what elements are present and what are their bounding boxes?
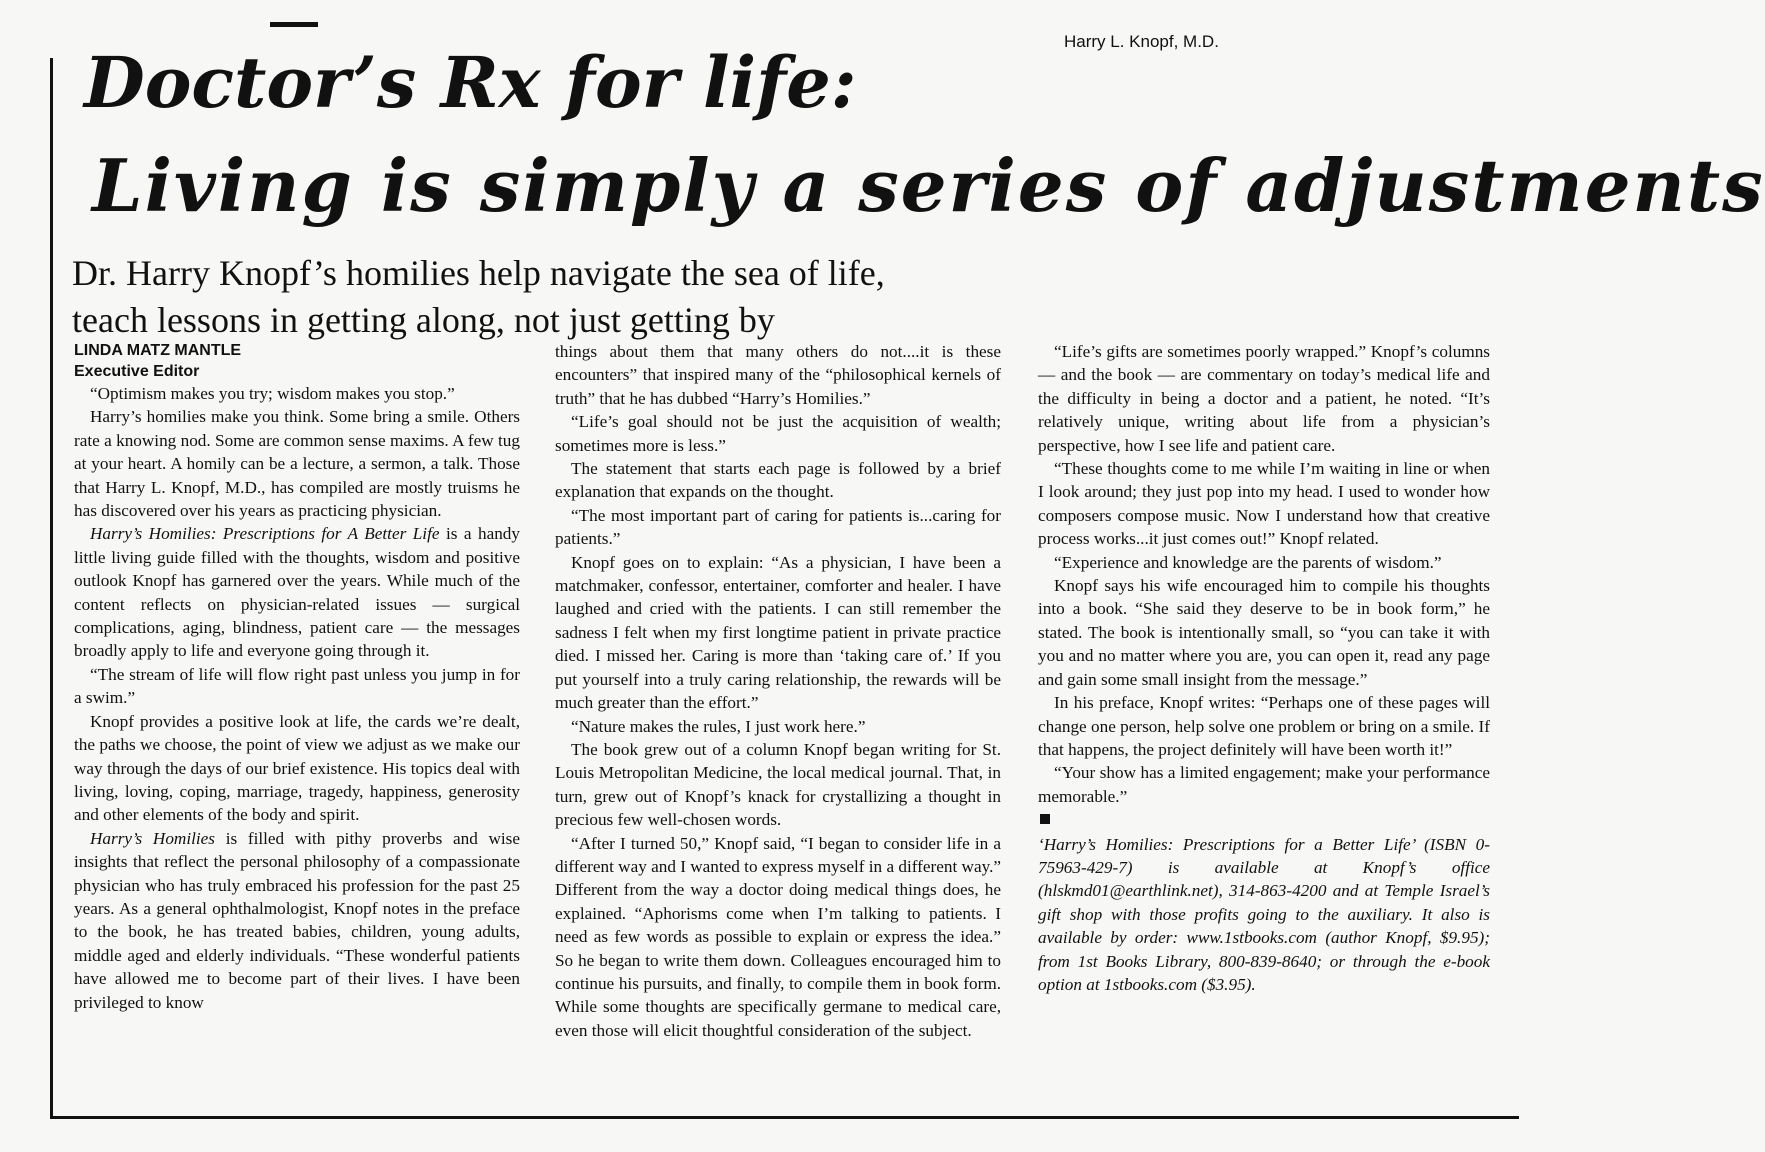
subheadline-line-2: teach lessons in getting along, not just getting by bbox=[72, 300, 775, 340]
author-byline bbox=[74, 340, 520, 382]
end-of-article-mark bbox=[1040, 814, 1050, 824]
article-column-1 bbox=[74, 340, 520, 1014]
headline-line-1: Doctor’s Rx for life: bbox=[84, 41, 857, 124]
book-title: Harry’s Homilies: Prescriptions for A Better Life bbox=[90, 524, 440, 544]
paragraph: The statement that starts each page is followed by a brief explanation that expands on the thought. bbox=[555, 459, 1001, 502]
author-name: LINDA MATZ MANTLE bbox=[74, 342, 242, 359]
book-availability-note: ‘Harry’s Homilies: Prescriptions for a Better Life’ (ISBN 0-75963-429-7) is available at Knopf’s office (hlskmd01@earthlink.net), 314-863-4200 and at Temple Israel’s gift shop with those profits going to the auxiliary. It also is available by order: www.1stbooks.com (author Knopf, $9.95); from 1st Books Library, 800-839-8640; or through the e-book option at 1stbooks.com ($3.95). bbox=[1038, 834, 1490, 994]
paragraph: “Life’s gifts are sometimes poorly wrapped.” Knopf’s columns — and the book — are commentary on today’s medical life and the difficulty in being a doctor and a patient, he noted. “It’s relatively unique, writing about life from a physician’s perspective, how I see life and patient care. bbox=[1038, 342, 1490, 455]
paragraph: “The stream of life will flow right past unless you jump in for a swim.” bbox=[74, 664, 520, 708]
paragraph: things about them that many others do not....it is these encounters” that inspired many of the “philosophical kernels of truth” that he has dubbed “Harry’s Homilies.” bbox=[555, 342, 1001, 408]
photo-caption: Harry L. Knopf, M.D. bbox=[1064, 32, 1219, 51]
paragraph: In his preface, Knopf writes: “Perhaps one of these pages will change one person, help solve one problem or bring on a smile. If that happens, the project definitely will have been worth it!” bbox=[1038, 693, 1490, 759]
paragraph: The book grew out of a column Knopf began writing for St. Louis Metropolitan Medicine, the local medical journal. That, in turn, grew out of Knopf’s knack for crystallizing a thought in precious few well-chosen words. bbox=[555, 739, 1001, 830]
paragraph: Harry’s Homilies is filled with pithy proverbs and wise insights that reflect the personal philosophy of a compassionate physician who has truly embraced his profession for the past 25 years. As a general ophthalmologist, Knopf notes in the preface to the book, he has treated babies, children, young adults, middle aged and elderly individuals. “These wonderful patients have allowed me to become part of their lives. I have been privileged to know bbox=[74, 828, 520, 1012]
paragraph: “Your show has a limited engagement; make your performance memorable.” bbox=[1038, 763, 1490, 806]
paragraph: “After I turned 50,” Knopf said, “I began to consider life in a different way and I wanted to express myself in a different way.” Different from the way a doctor doing medical things does, he explained. “Aphorisms come when I’m talking to patients. I need as few words as possible to explain or express the idea.” So he began to write them down. Colleagues encouraged him to continue his pursuits, and finally, to compile them in book form. While some thoughts are specifically germane to medical care, even those will elicit thoughtful consideration of the subject. bbox=[555, 833, 1001, 1040]
paragraph: Harry’s Homilies: Prescriptions for A Better Life is a handy little living guide filled with the thoughts, wisdom and positive outlook Knopf has garnered over the years. While much of the content reflects on physician-related issues — surgical complications, aging, blindness, patient care — the messages broadly apply to life and everyone going through it. bbox=[74, 524, 520, 661]
paragraph: Knopf provides a positive look at life, the cards we’re dealt, the paths we choose, the point of view we adjust as we make our way through the days of our brief existence. His topics deal with living, loving, coping, marriage, tragedy, happiness, generosity and other elements of the body and spirit. bbox=[74, 711, 520, 825]
subheadline bbox=[72, 250, 972, 344]
paragraph: “Life’s goal should not be just the acquisition of wealth; sometimes more is less.” bbox=[555, 412, 1001, 455]
article-column-3 bbox=[1038, 340, 1490, 996]
top-rule bbox=[270, 22, 318, 27]
paragraph: “Experience and knowledge are the parents of wisdom.” bbox=[1054, 552, 1442, 572]
article-column-2 bbox=[555, 340, 1001, 1042]
paragraph: “The most important part of caring for patients is...caring for patients.” bbox=[555, 505, 1001, 549]
paragraph: “Optimism makes you try; wisdom makes you stop.” bbox=[90, 384, 455, 403]
author-title: Executive Editor bbox=[74, 363, 200, 380]
paragraph: “Nature makes the rules, I just work here.” bbox=[571, 716, 866, 736]
subheadline-line-1: Dr. Harry Knopf’s homilies help navigate the sea of life, bbox=[72, 253, 885, 293]
paragraph: Harry’s homilies make you think. Some bring a smile. Others rate a knowing nod. Some are common sense maxims. A few tug at your heart. A homily can be a lecture, a sermon, a talk. Those that Harry L. Knopf, M.D., has compiled are mostly truisms he has discovered over his years as practicing physician. bbox=[74, 407, 520, 521]
headline-line-2: Living is simply a series of adjustments bbox=[92, 143, 1765, 228]
paragraph: “These thoughts come to me while I’m waiting in line or when I look around; they just pop into my head. I used to wonder how composers compose music. Now I understand how that creative process works...it just comes out!” Knopf related. bbox=[1038, 459, 1490, 549]
paragraph: Knopf goes on to explain: “As a physician, I have been a matchmaker, confessor, entertainer, comforter and healer. I have laughed and cried with the patients. I can still remember the sadness I felt when my first longtime patient in private practice died. I missed her. Caring is more than ‘taking care of.’ If you put yourself into a truly caring relationship, the rewards will be much greater than the effort.” bbox=[555, 552, 1001, 713]
paragraph: Knopf says his wife encouraged him to compile his thoughts into a book. “She said they deserve to be in book form,” he stated. The book is intentionally small, so “you can take it with you and no matter where you are, you can open it, read any page and gain some small insight from the message.” bbox=[1038, 576, 1490, 689]
book-title: Harry’s Homilies bbox=[90, 828, 215, 848]
